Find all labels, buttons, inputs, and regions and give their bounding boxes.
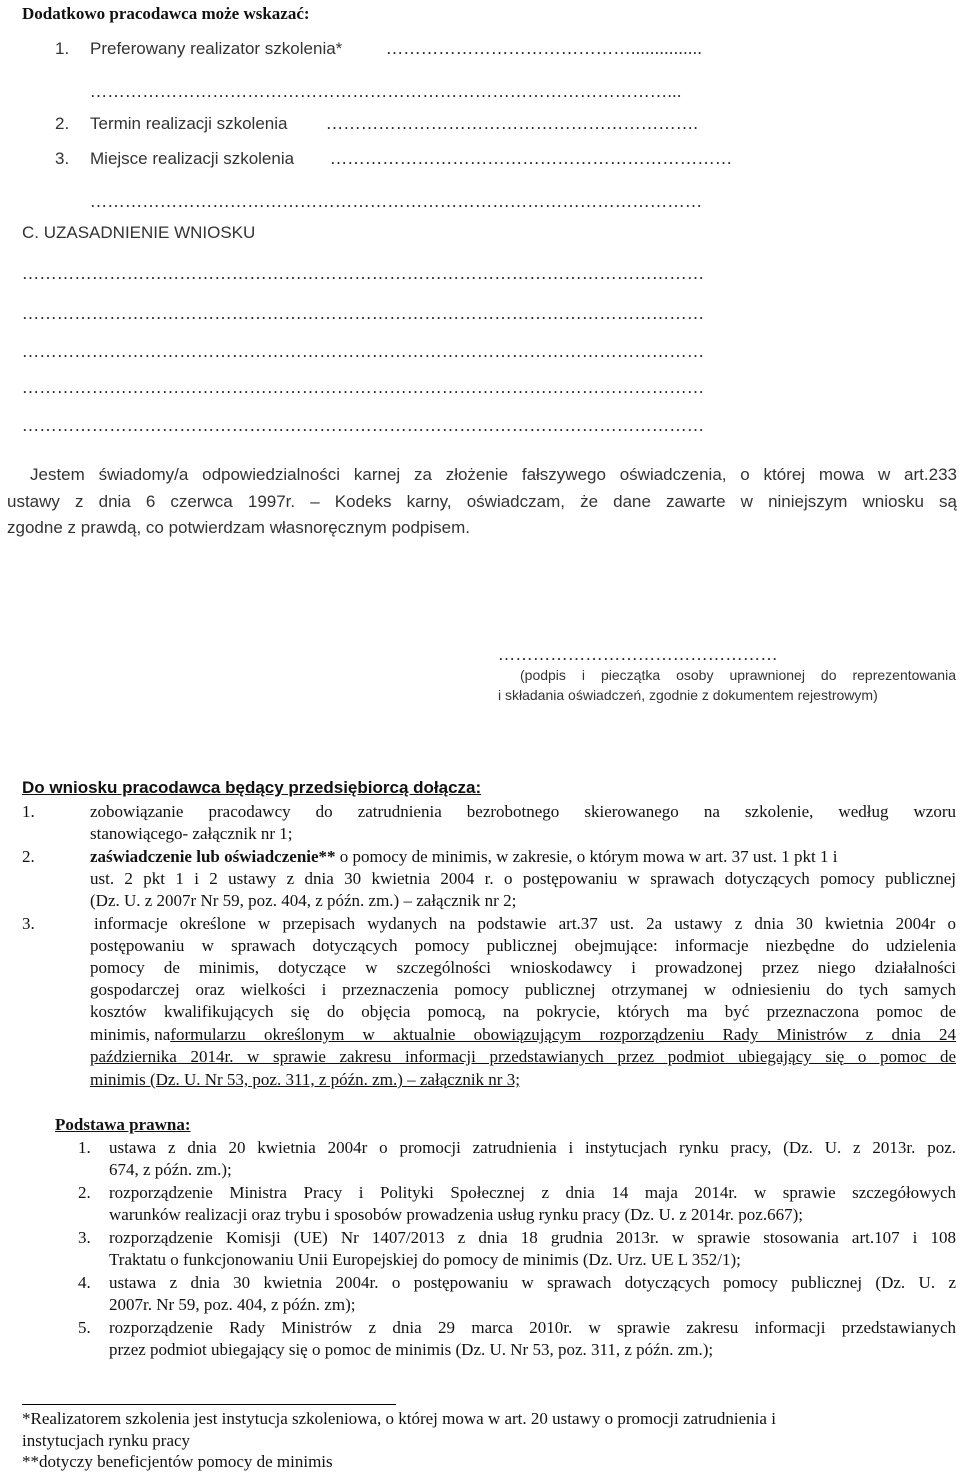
section-title: Dodatkowo pracodawca może wskazać: (22, 4, 310, 23)
justification-line: ……………………………………………………………………………………………………… (22, 416, 705, 435)
signature-caption: i składania oświadczeń, zgodnie z dokumentem rejestrowym) (498, 687, 878, 703)
training-date-label: Termin realizacji szkolenia (90, 114, 288, 133)
justification-line: ……………………………………………………………………………………………………… (22, 378, 705, 397)
justification-line: ……………………………………………………………………………………………………… (22, 264, 705, 283)
legal-basis-text: Traktatu o funkcjonowaniu Unii Europejskiej do pomocy de minimis (Dz. Urz. UE L 352/1); (109, 1250, 741, 1269)
attachment-text: pomocy de minimis, dotyczące w szczególności wnioskodawcy i prowadzonej przez niego działalności (90, 958, 956, 977)
legal-basis-text: rozporządzenie Komisji (UE) Nr 1407/2013 z dnia 18 grudnia 2013r. w sprawie stosowania art.107 i 108 (109, 1228, 956, 1247)
footnote-text: **dotyczy beneficjentów pomocy de minimis (22, 1452, 333, 1471)
training-place-dots: …………………………………………………………… (330, 149, 733, 168)
attachment-text-underlined (90, 1068, 520, 1091)
signature-caption: (podpis i pieczątka osoby uprawnionej do reprezentowania (520, 667, 956, 683)
attachment-text-plain: minimis, na (90, 1025, 171, 1044)
training-date-dots: ………………………………………………………. (326, 114, 699, 133)
preferred-trainer-dots-line2: ………………………………………………………………………………………... (90, 82, 682, 101)
attachment-citation: (Dz. U. z 2007r Nr 59, poz. 404, z późn. zm.) (90, 891, 404, 910)
attachment-text: stanowiącego- załącznik nr 1; (90, 824, 293, 843)
attachment-text: kosztów kwalifikujących się do objęcia pomocą, na pokrycie, których ma być przeznaczona pomoc de (90, 1002, 956, 1021)
list-item-number: 1. (55, 39, 70, 58)
attachment-rest: o pomocy de minimis, w zakresie, o którym mowa w art. 37 ust. 1 pkt 1 i (335, 847, 838, 866)
legal-basis-text: 2007r. Nr 59, poz. 404, z późn. zm); (109, 1295, 356, 1314)
attachment-text (90, 845, 837, 868)
justification-line: ……………………………………………………………………………………………………… (22, 342, 705, 361)
attachment-text-underlined: formularzu określonym w aktualnie obowiązującym rozporządzeniu Rady Ministrów z dnia 24 (170, 1025, 956, 1044)
signature-dots: ………………………………………… (498, 645, 778, 664)
training-place-dots-line2: …………………………………………………………………………………………… (90, 192, 703, 211)
list-item-number: 1. (22, 802, 35, 821)
preferred-trainer-label: Preferowany realizator szkolenia* (90, 39, 343, 58)
attachments-heading: Do wniosku pracodawca będący przedsiębiorcą dołącza: (22, 778, 482, 797)
attachment-text (90, 889, 516, 912)
attachment-bold: zaświadczenie lub oświadczenie** (90, 847, 336, 866)
declaration-line: ustawy z dnia 6 czerwca 1997r. – Kodeks karny, oświadczam, że dane zawarte w niniejszym wniosku są (7, 492, 957, 511)
attachment-annex: – załącznik nr 3; (407, 1070, 520, 1089)
legal-basis-text: ustawa z dnia 20 kwietnia 2004r o promocji zatrudnienia i instytucjach rynku pracy, (Dz. U. z 2013r. poz. (109, 1138, 956, 1157)
attachment-text: zobowiązanie pracodawcy do zatrudnienia bezrobotnego skierowanego na szkolenie, według wzoru (90, 802, 956, 821)
list-item-number: 3. (55, 149, 70, 168)
legal-basis-text: warunków realizacji oraz trybu i sposobów prowadzenia usług rynku pracy (Dz. U. z 2014r. poz.667); (109, 1205, 803, 1224)
attachment-annex: – załącznik nr 2; (403, 891, 517, 910)
declaration-line: zgodne z prawdą, co potwierdzam własnoręcznym podpisem. (7, 518, 471, 537)
list-item-number: 1. (78, 1138, 91, 1157)
legal-basis-text: rozporządzenie Rady Ministrów z dnia 29 marca 2010r. w sprawie zakresu informacji przedstawianych (109, 1318, 956, 1337)
justification-line: ……………………………………………………………………………………………………… (22, 304, 705, 323)
declaration-line: Jestem świadomy/a odpowiedzialności karnej za złożenie fałszywego oświadczenia, o której mowa w art.233 (30, 465, 957, 484)
list-item-number: 3. (22, 914, 35, 933)
list-item-number: 4. (78, 1273, 91, 1292)
preferred-trainer-dots: ……………………………………............... (386, 39, 703, 58)
legal-basis-text: przez podmiot ubiegający się o pomoc de minimis (Dz. U. Nr 53, poz. 311, z późn. zm.); (109, 1340, 714, 1359)
footnote-text: *Realizatorem szkolenia jest instytucja szkoleniowa, o której mowa w art. 20 ustawy o promocji zatrudnienia i (22, 1409, 776, 1428)
section-c-heading: C. UZASADNIENIE WNIOSKU (22, 223, 256, 242)
attachment-text: ust. 2 pkt 1 i 2 ustawy z dnia 30 kwietnia 2004 r. o postępowaniu w sprawach dotyczących pomocy publicznej (90, 869, 956, 888)
list-item-number: 2. (22, 847, 35, 866)
attachment-text-underlined: października 2014r. w sprawie zakresu informacji przedstawianych przez podmiot ubiegający się o pomoc de (90, 1047, 956, 1066)
footnote-separator (22, 1404, 396, 1405)
training-place-label: Miejsce realizacji szkolenia (90, 149, 295, 168)
legal-basis-heading: Podstawa prawna: (55, 1115, 191, 1134)
attachment-citation: minimis (Dz. U. Nr 53, poz. 311, z późn. zm.) (90, 1070, 408, 1089)
list-item-number: 2. (78, 1183, 91, 1202)
list-item-number: 3. (78, 1228, 91, 1247)
legal-basis-text: rozporządzenie Ministra Pracy i Polityki Społecznej z dnia 14 maja 2014r. w sprawie szczegółowych (109, 1183, 956, 1202)
legal-basis-text: 674, z późn. zm.); (109, 1160, 232, 1179)
attachment-text (90, 1023, 956, 1046)
attachment-text: gospodarczej oraz wielkości i przeznaczenia pomocy publicznej otrzymanej w odniesieniu do tych samych (90, 980, 956, 999)
list-item-number: 5. (78, 1318, 91, 1337)
attachment-text: postępowaniu w sprawach dotyczących pomocy publicznej obejmujące: informacje niezbędne do udzielenia (90, 936, 956, 955)
footnote-text: instytucjach rynku pracy (22, 1431, 191, 1450)
legal-basis-text: ustawa z dnia 30 kwietnia 2004r. o postępowaniu w sprawach dotyczących pomocy publicznej (Dz. U. z (109, 1273, 956, 1292)
attachment-text: informacje określone w przepisach wydanych na podstawie art.37 ust. 2a ustawy z dnia 30 kwietnia 2004r o (94, 914, 956, 933)
list-item-number: 2. (55, 114, 70, 133)
